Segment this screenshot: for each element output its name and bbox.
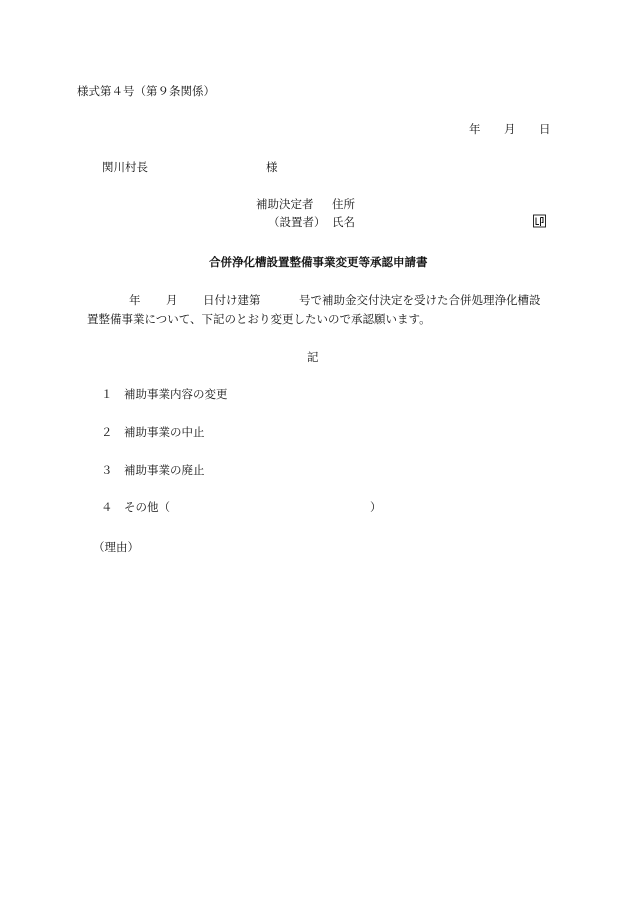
form-number: 様式第４号（第９条関係） (77, 84, 215, 98)
seal-icon (533, 214, 546, 228)
date-year-label: 年 (469, 122, 481, 136)
list-item-text: その他（ (124, 500, 170, 514)
list-item-number: １ (101, 387, 113, 401)
addressee-name: 関川村長 (102, 160, 148, 174)
list-item-text: 補助事業内容の変更 (124, 387, 228, 401)
list-item-text: 補助事業の中止 (124, 425, 205, 439)
applicant-address-label: 住所 (332, 197, 355, 211)
list-item-number: ４ (101, 500, 113, 514)
applicant-name-label: 氏名 (332, 215, 355, 229)
reason-label: （理由） (93, 540, 139, 554)
body-text-line1: 号で補助金交付決定を受けた合併処理浄化槽設 (299, 293, 541, 307)
addressee-honorific: 様 (266, 160, 278, 174)
body-date-ref: 日付け建第 (203, 293, 261, 307)
body-text-line2: 置整備事業について、下記のとおり変更したいので承認願います。 (87, 312, 431, 326)
ki-heading: 記 (307, 350, 319, 364)
body-month-label: 月 (166, 293, 178, 307)
applicant-role-sub: （設置者） (268, 215, 326, 229)
list-item-text: 補助事業の廃止 (124, 463, 205, 477)
list-item-number: ２ (101, 425, 113, 439)
other-close-paren: ） (370, 500, 382, 514)
date-month-label: 月 (504, 122, 516, 136)
list-item-number: ３ (101, 463, 113, 477)
date-day-label: 日 (539, 122, 551, 136)
applicant-role: 補助決定者 (256, 197, 314, 211)
body-year-label: 年 (129, 293, 141, 307)
document-title: 合併浄化槽設置整備事業変更等承認申請書 (209, 255, 428, 269)
